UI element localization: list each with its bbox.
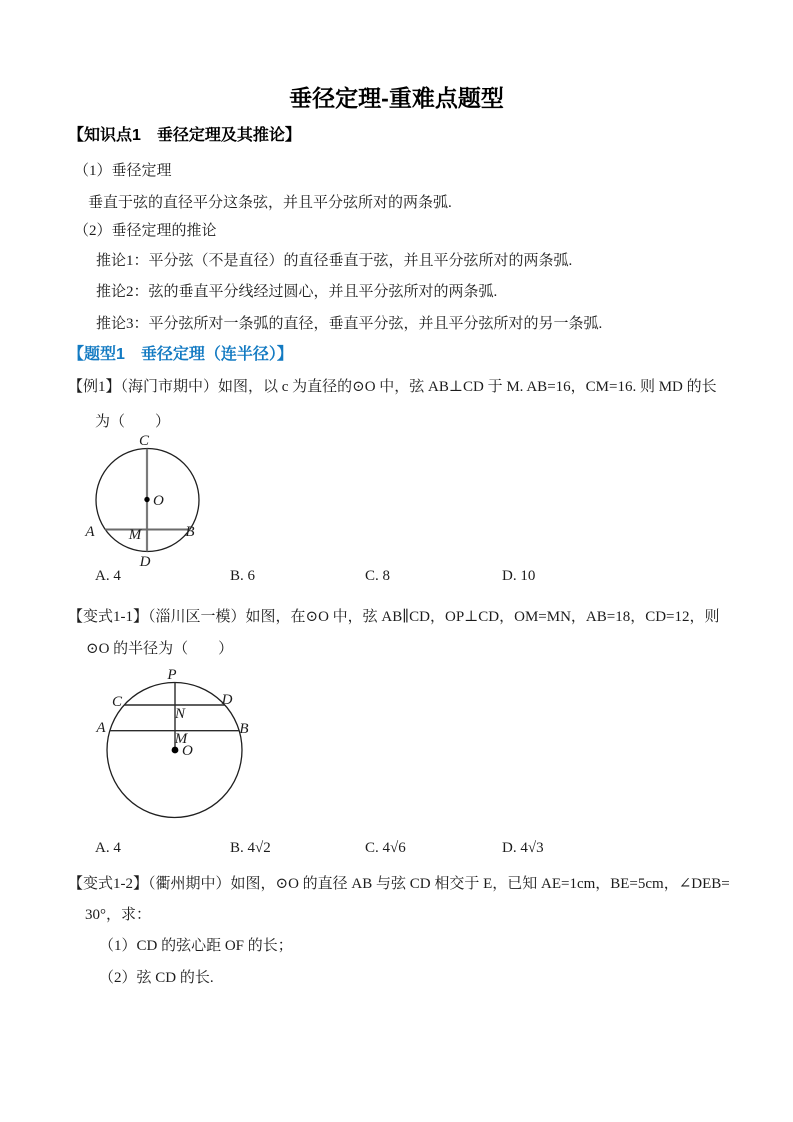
corollary-1: 推论1：平分弦（不是直径）的直径垂直于弦，并且平分弦所对的两条弧. (96, 253, 573, 269)
label-b: B (185, 524, 195, 540)
example1-line1: 【例1】（海门市期中）如图，以 c 为直径的⊙O 中，弦 AB⊥CD 于 M. AB=16，CM=16. 则 MD 的长 (68, 379, 717, 395)
option-a: A. 4 (95, 840, 121, 856)
label-a: A (85, 524, 95, 540)
label-p: P (167, 667, 177, 683)
topic-heading: 【题型1 垂径定理（连半径）】 (68, 346, 293, 363)
label-o: O (153, 493, 164, 509)
option-d: D. 10 (502, 568, 536, 584)
label-n: N (174, 706, 186, 722)
variant12-line1: 【变式1-2】（衢州期中）如图，⊙O 的直径 AB 与弦 CD 相交于 E，已知 AE=1cm，BE=5cm，∠DEB= (68, 876, 730, 892)
label-d: D (139, 554, 151, 570)
example1-line2: 为（ ） (95, 414, 171, 430)
label-m: M (128, 527, 142, 543)
variant11-figure (92, 664, 260, 826)
label-o: O (182, 743, 193, 759)
variant11-line2: ⊙O 的半径为（ ） (86, 641, 234, 657)
corollary-3: 推论3：平分弦所对一条弧的直径，垂直平分弦，并且平分弦所对的另一条弧. (96, 316, 603, 332)
label-a: A (96, 720, 106, 736)
knowledge-point1-text: 垂直于弦的直径平分这条弦，并且平分弦所对的两条弧. (88, 195, 452, 211)
option-b: B. 6 (230, 568, 256, 584)
example1-figure (75, 430, 220, 570)
page-title: 垂径定理-重难点题型 (289, 85, 504, 111)
option-c: C. 8 (365, 568, 391, 584)
variant11-line1: 【变式1-1】（淄川区一模）如图，在⊙O 中，弦 AB∥CD，OP⊥CD，OM=MN，AB=18，CD=12，则 (68, 609, 720, 625)
option-d: D. 4√3 (502, 840, 544, 856)
variant12-question2: （2）弦 CD 的长. (99, 970, 214, 986)
knowledge-point2-label: （2）垂径定理的推论 (74, 223, 217, 239)
center-dot (172, 747, 179, 754)
label-c: C (111, 694, 123, 710)
label-d: D (221, 692, 233, 708)
label-b: B (239, 721, 249, 737)
knowledge-point1-label: （1）垂径定理 (74, 163, 172, 179)
corollary-2: 推论2：弦的垂直平分线经过圆心，并且平分弦所对的两条弧. (96, 284, 498, 300)
option-b: B. 4√2 (230, 840, 271, 856)
variant12-question1: （1）CD 的弦心距 OF 的长； (99, 938, 293, 954)
center-dot (144, 497, 149, 502)
knowledge-heading: 【知识点1 垂径定理及其推论】 (68, 127, 301, 144)
variant12-line2: 30°，求： (85, 907, 151, 923)
label-m: M (174, 731, 188, 747)
label-c: C (138, 433, 150, 449)
option-c: C. 4√6 (365, 840, 406, 856)
option-a: A. 4 (95, 568, 121, 584)
